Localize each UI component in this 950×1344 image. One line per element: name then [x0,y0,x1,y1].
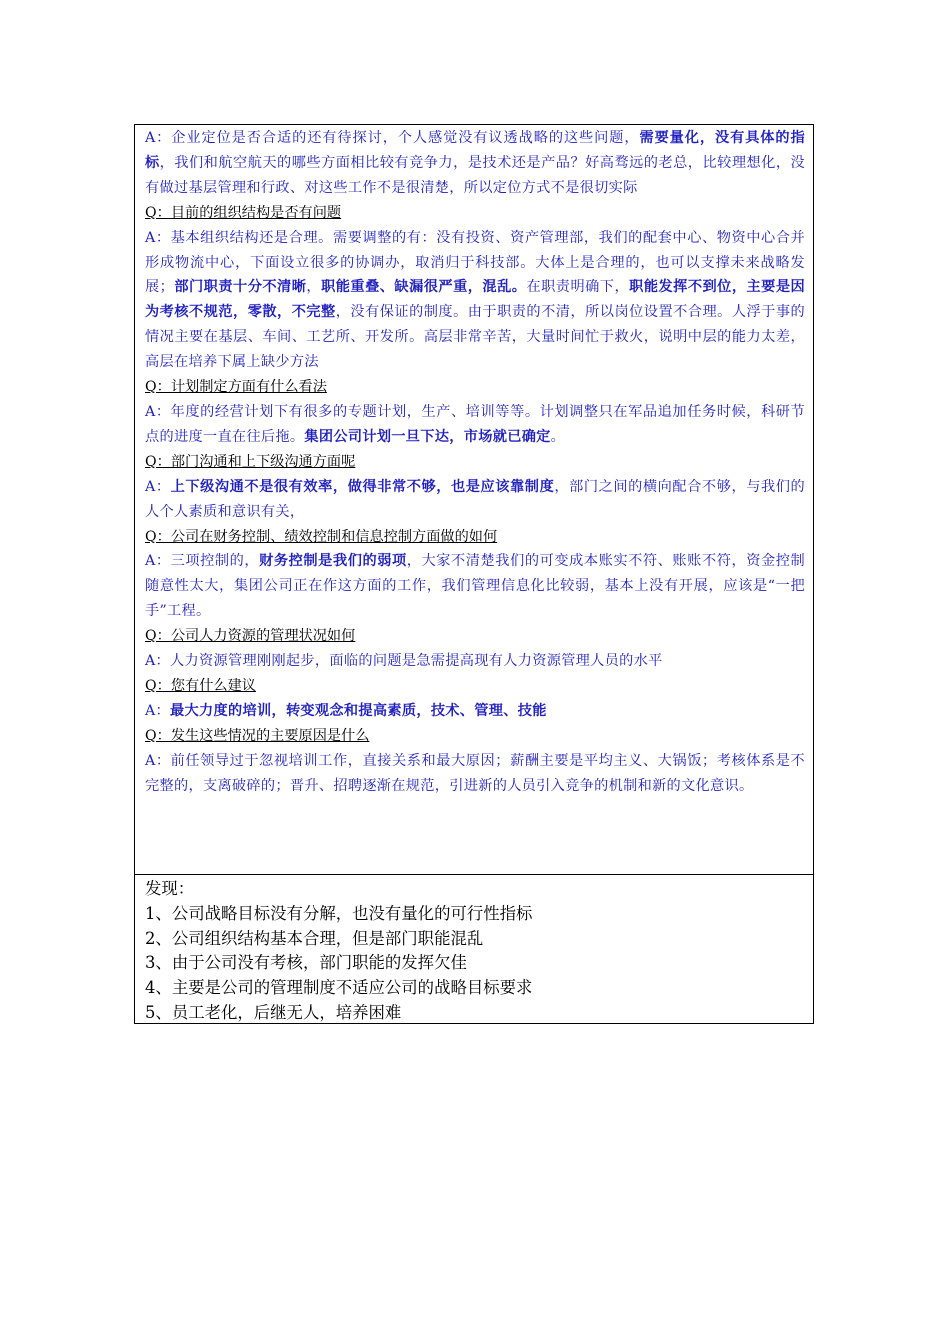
question-line: Q：计划制定方面有什么看法 [145,379,327,396]
answer-text: A：企业定位是否合适的还有待探讨，个人感觉没有议透战略的这些问题， [145,130,640,146]
answer-text: A：前任领导过于忽视培训工作，直接关系和最大原因；薪酬主要是平均主义、大锅饭；考核体系是不完整的，支离破碎的；晋升、招聘逐渐在规范，引进新的人员引入竞争的机制和新的文化意识。 [145,752,805,794]
answer-text: A：基本组织结构还是合理。需要调整的有：没有投资、资产管理部，我们的配套中心、物资中心合并形成物流中心，下面设立很多的协调办，取消归于科技部。大体上是合理的，也可以支撑未来战略发展； [145,229,805,296]
answer-text: A：人力资源管理刚刚起步，面临的问题是急需提高现有人力资源管理人员的水平 [145,653,663,670]
answer-text: ，部门之间的横向配合不够，与我们的人个人素质和意识有关， [145,478,805,520]
answer-paragraph [145,226,805,375]
finding-item: 1、公司战略目标没有分解，也没有量化的可行性指标 [145,903,533,923]
answer-text: ，大家不清楚我们的可变成本账实不符、账账不符，资金控制随意性太大，集团公司正在作这方面的工作，我们管理信息化比较弱，基本上没有开展，应该是“一把手”工程。 [145,553,805,620]
answer-text: A：年度的经营计划下有很多的专题计划，生产、培训等等。计划调整只在军品追加任务时候，科研节点的进度一直在往后拖。 [145,403,805,445]
answer-emphasis: 集团公司计划一旦下达，市场就已确定 [304,428,551,445]
answer-text: ， [306,279,322,296]
answer-paragraph [145,549,805,624]
answer-text: A：三项控制的， [145,553,260,570]
answer-emphasis: 上下级沟通不是很有效率，做得非常不够，也是应该靠制度 [170,478,555,495]
answer-paragraph [145,649,805,674]
answer-emphasis: 财务控制是我们的弱项 [259,553,407,570]
finding-item: 2、公司组织结构基本合理，但是部门职能混乱 [145,928,484,948]
question-line: Q：公司人力资源的管理状况如何 [145,628,356,645]
question-line: Q：目前的组织结构是否有问题 [145,204,342,221]
interview-table [134,124,814,1024]
answer-text: ，我们和航空航天的哪些方面相比较有竞争力，是技术还是产品？好高骛远的老总，比较理想化，没有做过基层管理和行政、对这些工作不是很清楚，所以定位方式不是很切实际 [145,154,805,196]
answer-paragraph [145,699,805,724]
answer-paragraph [145,400,805,450]
answer-text: A： [145,702,171,719]
answer-text: A： [145,478,171,495]
answer-emphasis: 职能发挥不到位，主要是因为考核不规范，零散，不完整 [145,279,806,321]
question-line: Q：发生这些情况的主要原因是什么 [145,727,370,744]
findings-title: 发现： [145,879,195,898]
finding-item: 3、由于公司没有考核，部门职能的发挥欠佳 [145,953,467,973]
answer-emphasis: 职能重叠、缺漏很严重，混乱。 [321,279,527,296]
answer-paragraph [145,475,805,525]
answer-emphasis: 部门职责十分不清晰 [174,279,307,296]
finding-item: 4、主要是公司的管理制度不适应公司的战略目标要求 [145,978,533,998]
question-line: Q：您有什么建议 [145,677,256,694]
qa-section [134,124,814,874]
answer-text: 在职责明确下， [526,279,630,296]
question-line: Q：公司在财务控制、绩效控制和信息控制方面做的如何 [145,528,498,545]
finding-item: 5、员工老化，后继无人，培养困难 [145,1002,402,1022]
answer-text: 。 [550,428,566,445]
question-line: Q：部门沟通和上下级沟通方面呢 [145,453,356,470]
answer-text: ，没有保证的制度。由于职责的不清，所以岗位设置不合理。人浮于事的情况主要在基层、车间、工艺所、开发所。高层非常辛苦，大量时间忙于救火，说明中层的能力太差，高层在培养下属上缺少方法 [145,304,805,371]
answer-paragraph [145,749,805,799]
answer-emphasis: 最大力度的培训，转变观念和提高素质，技术、管理、技能 [170,702,547,719]
findings-section [134,874,814,1024]
answer-emphasis: 需要量化，没有具体的指标 [145,130,805,171]
answer-paragraph [145,126,805,201]
findings-list [145,902,803,1026]
